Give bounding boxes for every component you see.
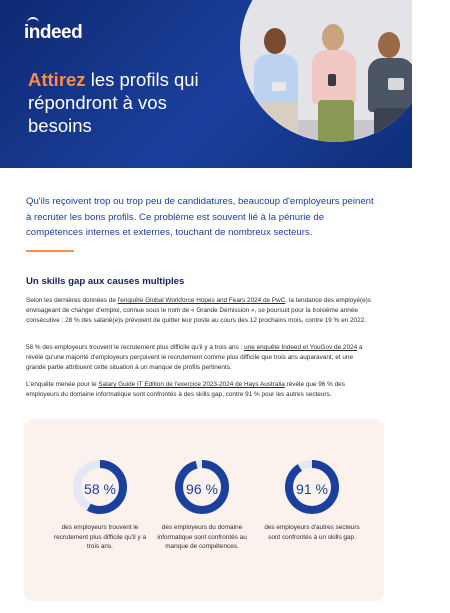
stat-item [152,459,252,552]
logo-arc-icon [27,17,39,24]
paragraph-hays [26,380,374,400]
hero-title-accent: Attirez [28,69,86,90]
p1-text-start: Selon les dernières données de [26,297,118,304]
hero-banner [0,0,412,168]
stat-description: des employeurs trouvent le recrutement plus difficile qu'il y a trois ans. [53,524,147,550]
stat-value: 58 % [84,481,116,497]
stat-item [50,459,150,552]
section-title: Un skills gap aux causes multiples [26,276,185,287]
stat-description: des employeurs du domaine informatique sont confrontés au manque de compétences. [157,524,247,550]
p1-text-end: , la tendance des employé(e)s envisageant de changer d'emploi, connue sous le nom de « Grande Démission », se poursuit pour la troisième année consécutive : 28 % des salarié(e)s prévoient de quitter leur poste au cours des 12 prochains mois, contre 19 % en 2022. [26,297,372,325]
p3-text-end: révèle que 96 % des employeurs du domaine informatique sont confrontés à des skills gap, contre 91 % pour les autres secteurs. [26,381,345,399]
stat-value: 91 % [296,481,328,497]
p3-text-start: L'enquête menée pour le [26,381,99,388]
logo-text: indeed [24,22,83,43]
orange-divider [26,250,74,252]
indeed-logo [24,22,82,44]
stat-value: 96 % [186,481,218,497]
stat-item [262,459,362,542]
paragraph-pwc [26,296,374,327]
p2-text-start: 58 % des employeurs trouvent le recrutement plus difficile qu'il y a trois ans : [26,344,245,351]
hero-title [28,68,218,137]
intro-text: Qu'ils reçoivent trop ou trop peu de candidatures, beaucoup d'employeurs peinent à recruter les bons profils. Ce problème est souvent lié à la pénurie de compétences internes et externes, touchant de nombreux secteurs. [26,196,374,238]
hero-title-rest: les profils qui répondront à vos besoins [28,69,199,136]
hero-photo [240,0,412,142]
p2-text-end: a révélé qu'une majorité d'employeurs perçoivent le recrutement comme plus difficile que trois ans auparavant, et une grande partie attribuent cette situation à un manque de profils pertinents. [26,344,363,372]
link-pwc-survey[interactable]: l'enquête Global Workforce Hopes and Fears 2024 de PwC [117,297,286,304]
stats-card [24,419,384,601]
link-hays-guide[interactable]: Salary Guide IT Edition de l'exercice 2023-2024 de Hays Australia [98,381,285,388]
paragraph-yougov [26,343,374,374]
stat-description: des employeurs d'autres secteurs sont confrontés à un skills gap. [264,524,360,541]
link-yougov-survey[interactable]: une enquête Indeed et YouGov de 2024 [244,344,358,351]
